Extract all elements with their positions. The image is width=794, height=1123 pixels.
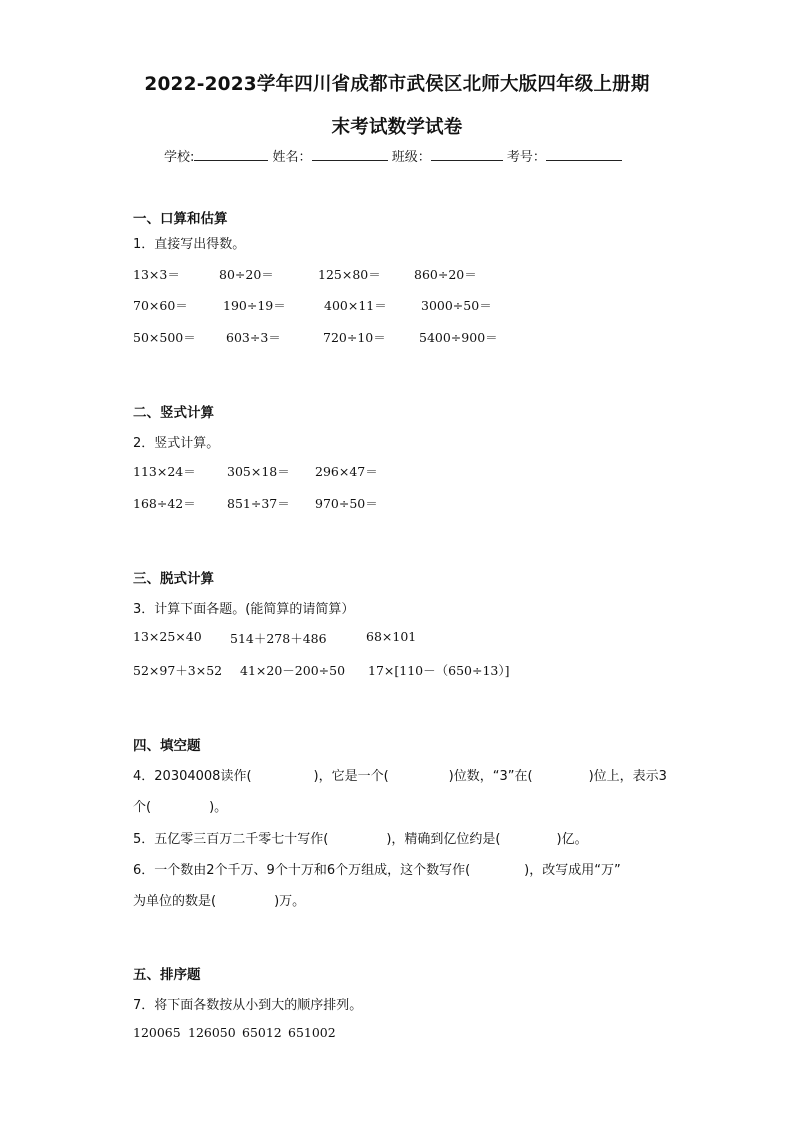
exam-title-line1: 2022-2023学年四川省成都市武侯区北师大版四年级上册期: [144, 74, 650, 95]
q6-text: )，改写成用“万”: [524, 863, 621, 878]
calc-item: 50×500＝: [133, 330, 196, 345]
q4-text: 4．20304008读作(: [133, 769, 252, 784]
q4-text: )，它是一个(: [313, 769, 389, 784]
q6-text: 6．一个数由2个千万、9个十万和6个万组成，这个数写作(: [133, 863, 471, 878]
q6-text: )万。: [274, 894, 306, 909]
q6-text: 为单位的数是(: [133, 894, 217, 909]
number-item: 65012: [242, 1025, 282, 1040]
section-heading-2: 二、竖式计算: [133, 405, 214, 421]
q4-text: )。: [209, 800, 228, 815]
number-item: 126050: [188, 1025, 236, 1040]
number-item: 120065: [133, 1025, 181, 1040]
question-4-line2: [133, 796, 227, 815]
question-4-line1: [133, 765, 667, 784]
question-5: [133, 828, 588, 847]
calc-item: 168÷42＝: [133, 496, 196, 511]
question-7: 7．将下面各数按从小到大的顺序排列。: [133, 998, 363, 1013]
calc-item: 400×11＝: [324, 298, 387, 313]
q5-text: )亿。: [556, 832, 588, 847]
exam-title-line2: 末考试数学试卷: [331, 117, 463, 138]
student-info-row: [164, 146, 622, 165]
calc-item: 13×25×40: [133, 629, 202, 644]
calc-item: 305×18＝: [227, 464, 290, 479]
calc-item: 514＋278＋486: [230, 631, 327, 646]
calc-item: 68×101: [366, 629, 417, 644]
calc-item: 17×[110－（650÷13）]: [368, 663, 510, 678]
section-heading-4: 四、填空题: [133, 738, 201, 754]
q4-text: )位上，表示3: [588, 769, 667, 784]
number-item: 651002: [288, 1025, 336, 1040]
calc-item: 3000÷50＝: [421, 298, 492, 313]
q5-text: 5．五亿零三百万二千零七十写作(: [133, 832, 329, 847]
question-6-line2: [133, 890, 305, 909]
exam-number-label: 考号：: [506, 150, 546, 165]
name-blank: [312, 148, 388, 161]
calc-item: 190÷19＝: [223, 298, 286, 313]
section-heading-5: 五、排序题: [133, 967, 201, 983]
name-label: 姓名：: [272, 150, 312, 165]
calc-item: 296×47＝: [315, 464, 378, 479]
calc-item: 720÷10＝: [323, 330, 386, 345]
calc-item: 125×80＝: [318, 267, 381, 282]
section-heading-3: 三、脱式计算: [133, 571, 214, 587]
calc-item: 851÷37＝: [227, 496, 290, 511]
calc-item: 13×3＝: [133, 267, 180, 282]
calc-item: 80÷20＝: [219, 267, 274, 282]
calc-item: 860÷20＝: [414, 267, 477, 282]
calc-item: 113×24＝: [133, 464, 196, 479]
q4-text: 个(: [133, 800, 152, 815]
calc-item: 70×60＝: [133, 298, 188, 313]
school-blank: [194, 148, 268, 161]
q5-text: )，精确到亿位约是(: [386, 832, 501, 847]
calc-item: 603÷3＝: [226, 330, 281, 345]
question-2: 2．竖式计算。: [133, 436, 220, 451]
calc-item: 41×20－200÷50: [240, 663, 346, 678]
question-1: 1．直接写出得数。: [133, 237, 246, 252]
calc-item: 970÷50＝: [315, 496, 378, 511]
question-3: 3．计算下面各题。(能简算的请简算）: [133, 602, 355, 617]
class-blank: [431, 148, 503, 161]
question-6-line1: [133, 859, 621, 878]
exam-number-blank: [546, 148, 622, 161]
school-label: 学校:: [164, 150, 195, 165]
calc-item: 52×97＋3×52: [133, 663, 223, 678]
class-label: 班级：: [391, 150, 431, 165]
q4-text: )位数，“3”在(: [448, 769, 533, 784]
calc-item: 5400÷900＝: [419, 330, 498, 345]
section-heading-1: 一、口算和估算: [133, 211, 228, 227]
